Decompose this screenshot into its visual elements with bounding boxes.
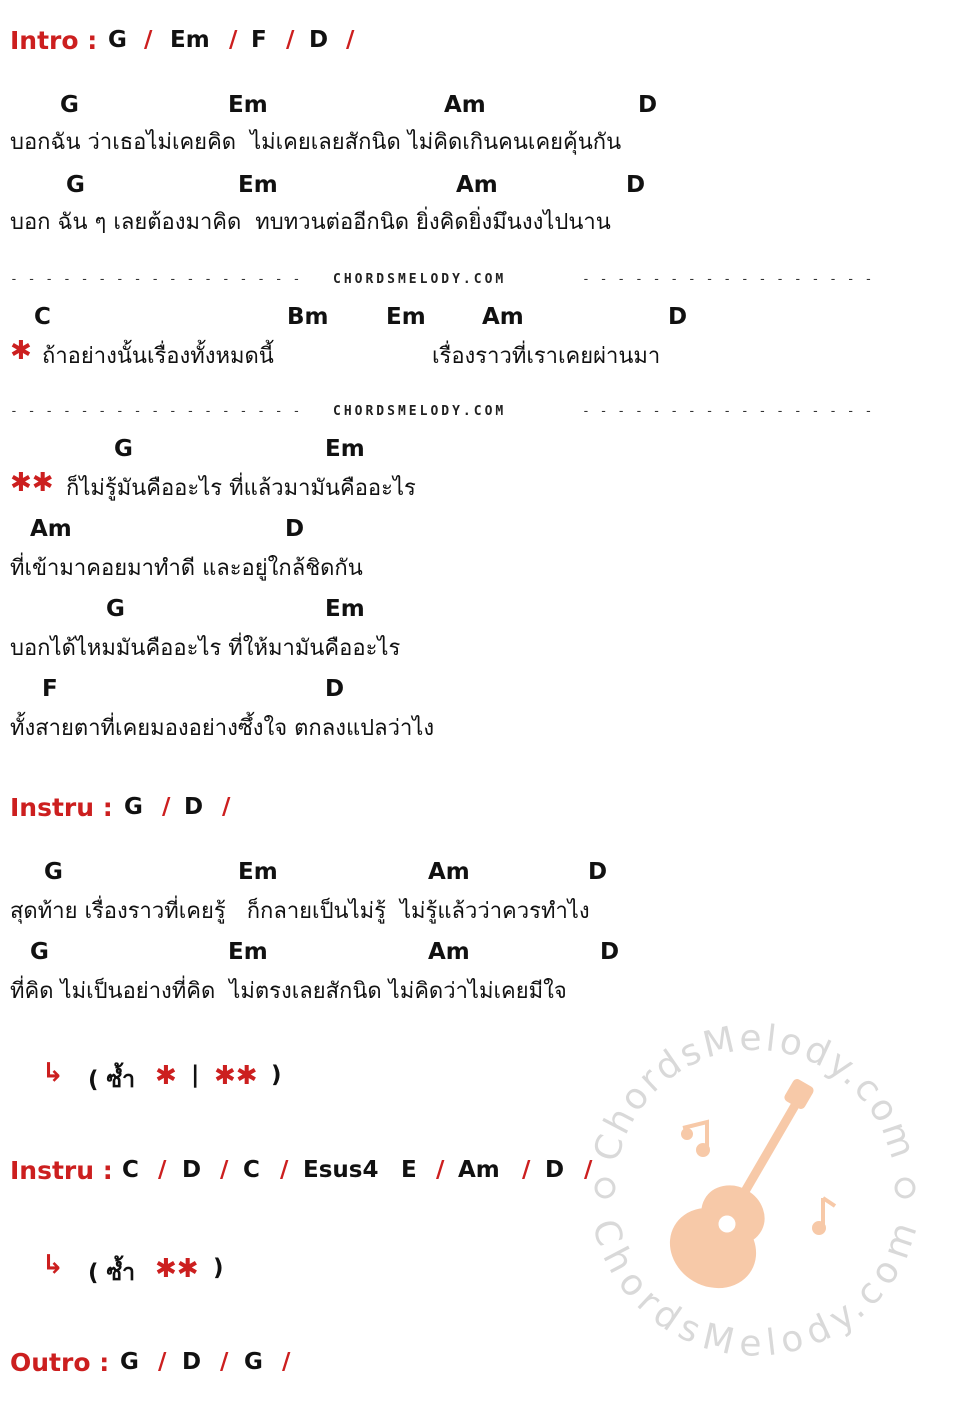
chord-slash: / — [346, 27, 355, 53]
watermark-text-top: ChordsMelody.com — [586, 1017, 925, 1167]
chord: D — [626, 172, 646, 198]
chord-slash: / — [158, 1157, 167, 1183]
chord: Em — [386, 304, 426, 330]
chord: D — [668, 304, 688, 330]
chord: D — [182, 1349, 202, 1375]
repeat-close: ) — [271, 1062, 282, 1088]
chord: E — [401, 1157, 417, 1183]
chord: D — [588, 859, 608, 885]
instru-label: Instru : — [10, 1156, 113, 1185]
chord: Em — [170, 27, 210, 53]
lyric-line: สุดท้าย เรื่องราวที่เคยรู้ ก็กลายเป็นไม่รู้ ไม่รู้แล้วว่าควรทำไง — [10, 899, 590, 924]
chord: Em — [325, 436, 365, 462]
chord: D — [545, 1157, 565, 1183]
chord-slash: / — [282, 1349, 291, 1375]
chord: C — [34, 304, 51, 330]
chord: Em — [228, 939, 268, 965]
repeat-separator-bar: | — [191, 1062, 200, 1088]
chord: Em — [238, 859, 278, 885]
chord: Am — [428, 939, 470, 965]
music-note-icon — [683, 1122, 708, 1155]
chord-slash: / — [220, 1157, 229, 1183]
watermark-logo — [575, 1010, 935, 1374]
lyric-line: บอกได้ไหมมันคืออะไร ที่ให้มามันคืออะไร — [10, 636, 401, 661]
separator-dashes: - - - - - - - - - - - - - - - - - — [10, 404, 302, 419]
double-asterisk-marker: ✱✱ — [10, 468, 54, 498]
guitar-icon — [656, 1078, 815, 1303]
chord-slash: / — [158, 1349, 167, 1375]
chord: D — [182, 1157, 202, 1183]
chord: C — [243, 1157, 260, 1183]
chord: C — [122, 1157, 139, 1183]
chord: D — [325, 676, 345, 702]
chord: G — [108, 27, 127, 53]
lyric-line: ที่คิด ไม่เป็นอย่างที่คิด ไม่ตรงเลยสักนิด ไม่คิดว่าไม่เคยมีใจ — [10, 979, 567, 1004]
chord-slash: / — [222, 794, 231, 820]
lyric-line: ที่เข้ามาคอยมาทำดี และอยู่ใกล้ชิดกัน — [10, 556, 363, 581]
chord: D — [638, 92, 658, 118]
chord: Em — [325, 596, 365, 622]
chord: D — [600, 939, 620, 965]
chord-slash: / — [162, 794, 171, 820]
chord: F — [42, 676, 58, 702]
chord: Am — [444, 92, 486, 118]
chord: Am — [428, 859, 470, 885]
lyric-line: ถ้าอย่างนั้นเรื่องทั้งหมดนี้ — [42, 344, 274, 369]
separator-dashes: - - - - - - - - - - - - - - - - - — [10, 272, 302, 287]
chord: Am — [458, 1157, 500, 1183]
watermark-svg — [575, 1010, 935, 1370]
music-note-icon — [814, 1198, 835, 1233]
chord: G — [44, 859, 63, 885]
chord: D — [309, 27, 329, 53]
chord: Am — [456, 172, 498, 198]
chord: Em — [228, 92, 268, 118]
return-arrow-icon: ↳ — [42, 1250, 64, 1280]
chord: Em — [238, 172, 278, 198]
chord: Esus4 — [303, 1157, 379, 1183]
chord: G — [66, 172, 85, 198]
separator-site-name: CHORDSMELODY.COM — [333, 272, 507, 287]
chord: G — [120, 1349, 139, 1375]
lyric-line: ก็ไม่รู้มันคืออะไร ที่แล้วมามันคืออะไร — [66, 476, 416, 501]
chord: Am — [30, 516, 72, 542]
chord-slash: / — [436, 1157, 445, 1183]
chord: G — [244, 1349, 263, 1375]
chord-slash: / — [144, 27, 153, 53]
intro-label: Intro : — [10, 26, 98, 55]
chord: G — [124, 794, 143, 820]
chord-slash: / — [522, 1157, 531, 1183]
instru-label: Instru : — [10, 793, 113, 822]
chord-slash: / — [280, 1157, 289, 1183]
lyric-line: ทั้งสายตาที่เคยมองอย่างซึ้งใจ ตกลงแปลว่าไง — [10, 716, 435, 741]
chord-slash: / — [286, 27, 295, 53]
chord-slash: / — [584, 1157, 593, 1183]
lyric-line: เรื่องราวที่เราเคยผ่านมา — [432, 344, 661, 369]
chord-slash: / — [229, 27, 238, 53]
chord-slash: / — [220, 1349, 229, 1375]
chord: G — [30, 939, 49, 965]
chord: D — [184, 794, 204, 820]
watermark-dot-right — [896, 1179, 914, 1197]
asterisk-marker: ✱ — [155, 1061, 177, 1091]
chord: G — [60, 92, 79, 118]
chord: Bm — [287, 304, 329, 330]
chord: G — [106, 596, 125, 622]
repeat-open: ( ซ้ำ — [88, 1067, 136, 1093]
return-arrow-icon: ↳ — [42, 1058, 64, 1088]
watermark-text-bottom: ChordsMelody.com — [583, 1214, 927, 1365]
asterisk-marker: ✱ — [10, 336, 32, 366]
chord: Am — [482, 304, 524, 330]
chord: G — [114, 436, 133, 462]
repeat-open: ( ซ้ำ — [88, 1260, 136, 1286]
separator-dashes: - - - - - - - - - - - - - - - - - — [582, 272, 874, 287]
repeat-close: ) — [213, 1255, 224, 1281]
lyric-line: บอก ฉัน ๆ เลยต้องมาคิด ทบทวนต่ออีกนิด ยิ่งคิดยิ่งมึนงงไปนาน — [10, 210, 611, 235]
chord: F — [251, 27, 267, 53]
watermark-dot-left — [596, 1179, 614, 1197]
double-asterisk-marker: ✱✱ — [214, 1061, 258, 1091]
outro-label: Outro : — [10, 1348, 110, 1377]
double-asterisk-marker: ✱✱ — [155, 1254, 199, 1284]
lyric-line: บอกฉัน ว่าเธอไม่เคยคิด ไม่เคยเลยสักนิด ไม่คิดเกินคนเคยคุ้นกัน — [10, 130, 622, 155]
chord: D — [285, 516, 305, 542]
separator-dashes: - - - - - - - - - - - - - - - - - — [582, 404, 874, 419]
separator-site-name: CHORDSMELODY.COM — [333, 404, 507, 419]
